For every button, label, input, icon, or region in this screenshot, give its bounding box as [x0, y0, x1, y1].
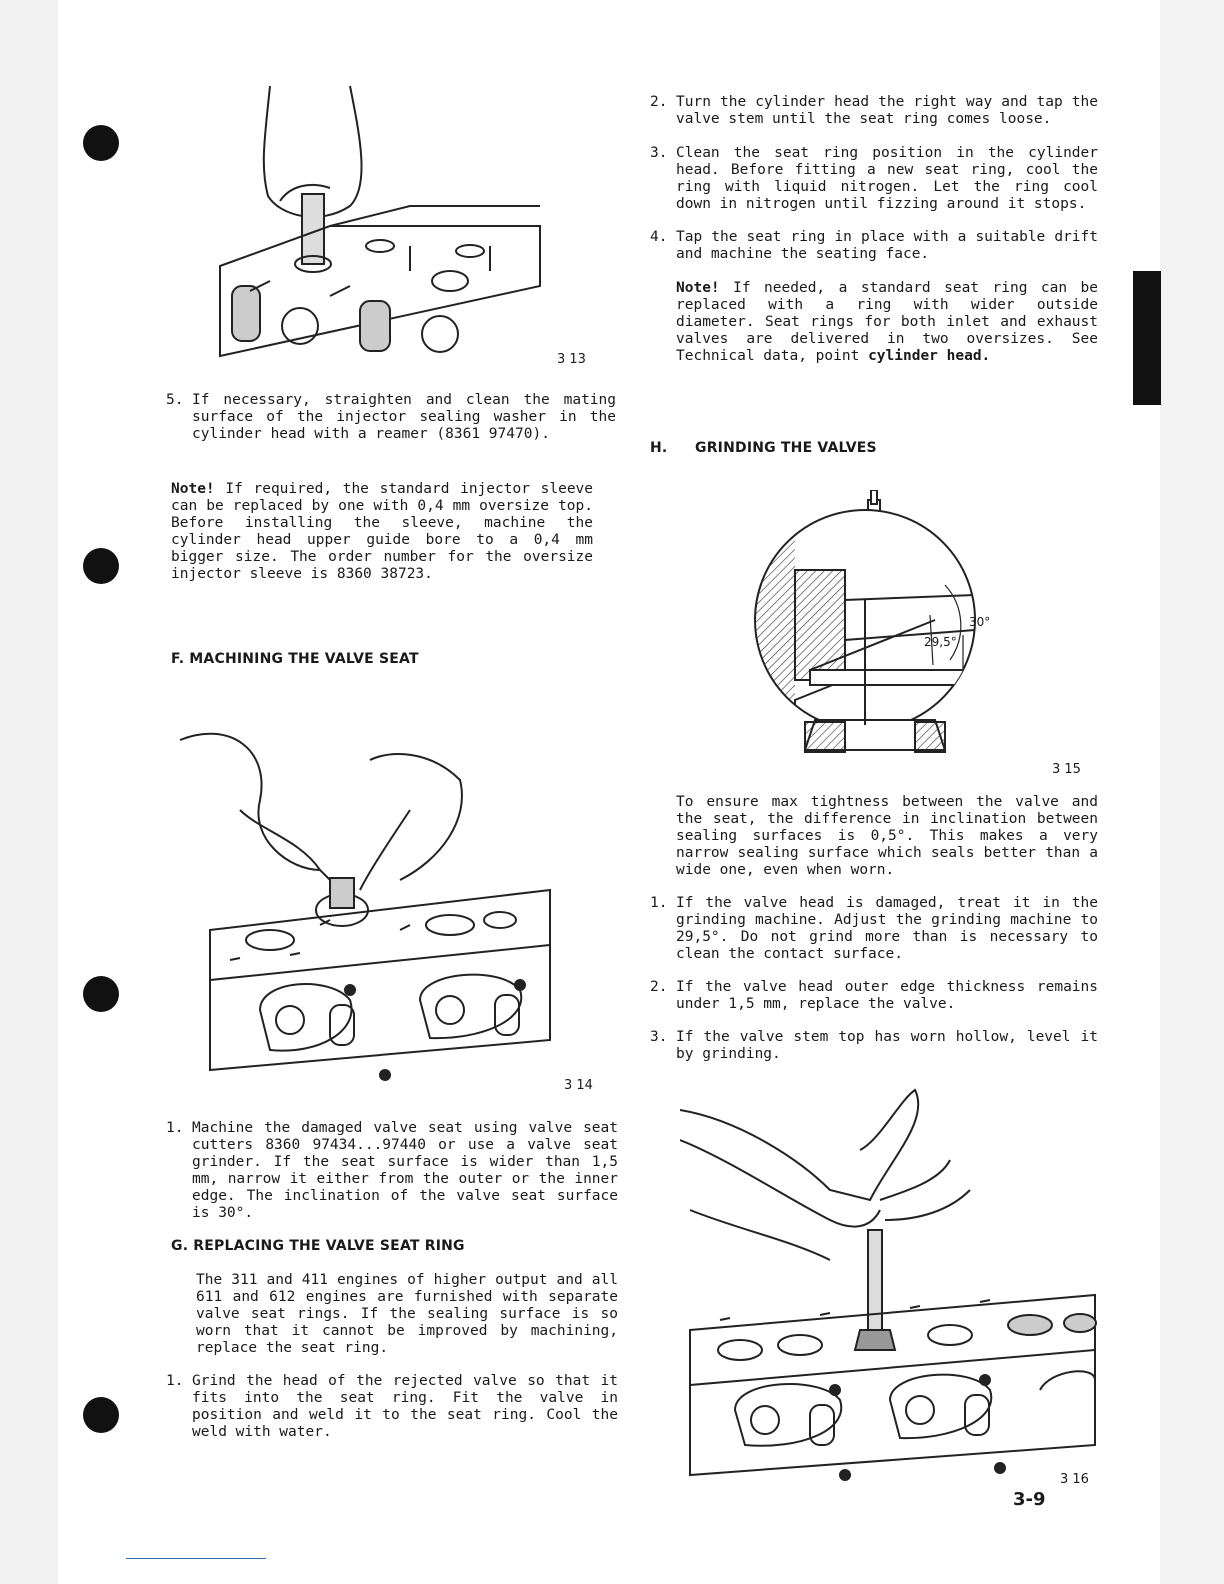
figure-3-16-valve-grinding [680, 1080, 1105, 1490]
note-2-block [676, 280, 1098, 365]
step-text: If necessary, straighten and clean the mating surface of the injector sealing washer in the cylinder head with a reamer (8361 97470). [192, 392, 616, 442]
section-h-letter: H. [650, 440, 668, 456]
section-f-heading: F. MACHINING THE VALVE SEAT [171, 651, 419, 667]
step-text: Machine the damaged valve seat using valve seat cutters 8360 97434...97440 or use a valve seat grinder. If the seat surface is wider than 1,5 mm, narrow it either from the outer or the inner edge. The inclination of the valve seat surface is 30°. [192, 1120, 618, 1221]
step-number: 5. [166, 392, 184, 408]
step-number: 3. [650, 145, 668, 161]
section-tab-marker [1133, 271, 1161, 405]
step-5 [166, 392, 616, 443]
step-text: If the valve head outer edge thickness remains under 1,5 mm, replace the valve. [676, 979, 1098, 1012]
note-text: If required, the standard injector sleeve can be replaced by one with 0,4 mm oversize top. Before installing the sleeve, machine the cylinder head upper guide bore to a 0,4 mm bigger size. The order number for the oversize injector sleeve is 8360 38723. [171, 481, 594, 582]
step-number: 1. [166, 1120, 184, 1136]
g-step-4 [650, 229, 1098, 263]
step-text: Tap the seat ring in place with a suitable drift and machine the seating face. [676, 229, 1098, 262]
h-step-2 [650, 979, 1098, 1013]
note-block [171, 481, 593, 583]
binder-hole-icon [83, 976, 119, 1012]
note-label: Note! [171, 481, 215, 497]
figure-3-15-valve-seat-angle [735, 490, 1005, 770]
g-step-1 [166, 1373, 618, 1441]
step-text: If the valve head is damaged, treat it in the grinding machine. Adjust the grinding machine to 29,5°. Do not grind more than is necessary to clean the contact surface. [676, 895, 1098, 962]
angle-label-inner: 29,5° [924, 635, 957, 649]
h-intro: To ensure max tightness between the valve and the seat, the difference in inclination between sealing surfaces is 0,5°. This makes a very narrow sealing surface which seals better than a wide one, even when worn. [676, 794, 1098, 878]
angle-label-outer: 30° [969, 615, 991, 629]
section-g-heading: G. REPLACING THE VALVE SEAT RING [171, 1238, 465, 1254]
step-text: If the valve stem top has worn hollow, level it by grinding. [676, 1029, 1098, 1062]
figure-caption: 3 13 [557, 352, 586, 367]
page-number: 3-9 [1013, 1489, 1046, 1510]
binder-hole-icon [83, 125, 119, 161]
figure-caption: 3 14 [564, 1078, 593, 1093]
step-number: 1. [166, 1373, 184, 1389]
f-step-1 [166, 1120, 618, 1222]
note-label: Note! [676, 280, 720, 296]
figure-caption: 3 15 [1052, 762, 1081, 777]
step-text: Grind the head of the rejected valve so that it fits into the seat ring. Fit the valve in position and weld it to the seat ring. Cool the weld with water. [192, 1373, 618, 1440]
figure-3-14-valve-seat-cutter [170, 710, 580, 1090]
g-step-2 [650, 94, 1098, 128]
step-number: 2. [650, 94, 668, 110]
scan-left-margin [0, 0, 58, 1584]
g-step-3 [650, 145, 1098, 213]
step-number: 4. [650, 229, 668, 245]
scan-right-margin [1160, 0, 1224, 1584]
section-h-heading: GRINDING THE VALVES [695, 440, 877, 456]
footer-rule [126, 1558, 266, 1559]
binder-hole-icon [83, 548, 119, 584]
step-number: 3. [650, 1029, 668, 1045]
figure-caption: 3 16 [1060, 1472, 1089, 1487]
step-number: 2. [650, 979, 668, 995]
step-number: 1. [650, 895, 668, 911]
h-step-3 [650, 1029, 1098, 1063]
step-text: Clean the seat ring position in the cylinder head. Before fitting a new seat ring, cool the ring with liquid nitrogen. Let the ring cool down in nitrogen until fizzing around it stops. [676, 145, 1098, 212]
note-reference: cylinder head. [868, 348, 991, 364]
step-text: Turn the cylinder head the right way and tap the valve stem until the seat ring comes loose. [676, 94, 1098, 127]
h-step-1 [650, 895, 1098, 963]
binder-hole-icon [83, 1397, 119, 1433]
g-intro: The 311 and 411 engines of higher output and all 611 and 612 engines are furnished with separate valve seat rings. If the sealing surface is so worn that it cannot be improved by machining, replace the seat ring. [196, 1272, 618, 1356]
note-text: If needed, a standard seat ring can be replaced with a ring with wider outside diameter. Seat rings for both inlet and exhaust valves are delivered in two oversizes. See Technical data, point [676, 280, 1098, 364]
figure-3-13-injector-reamer [210, 76, 550, 372]
